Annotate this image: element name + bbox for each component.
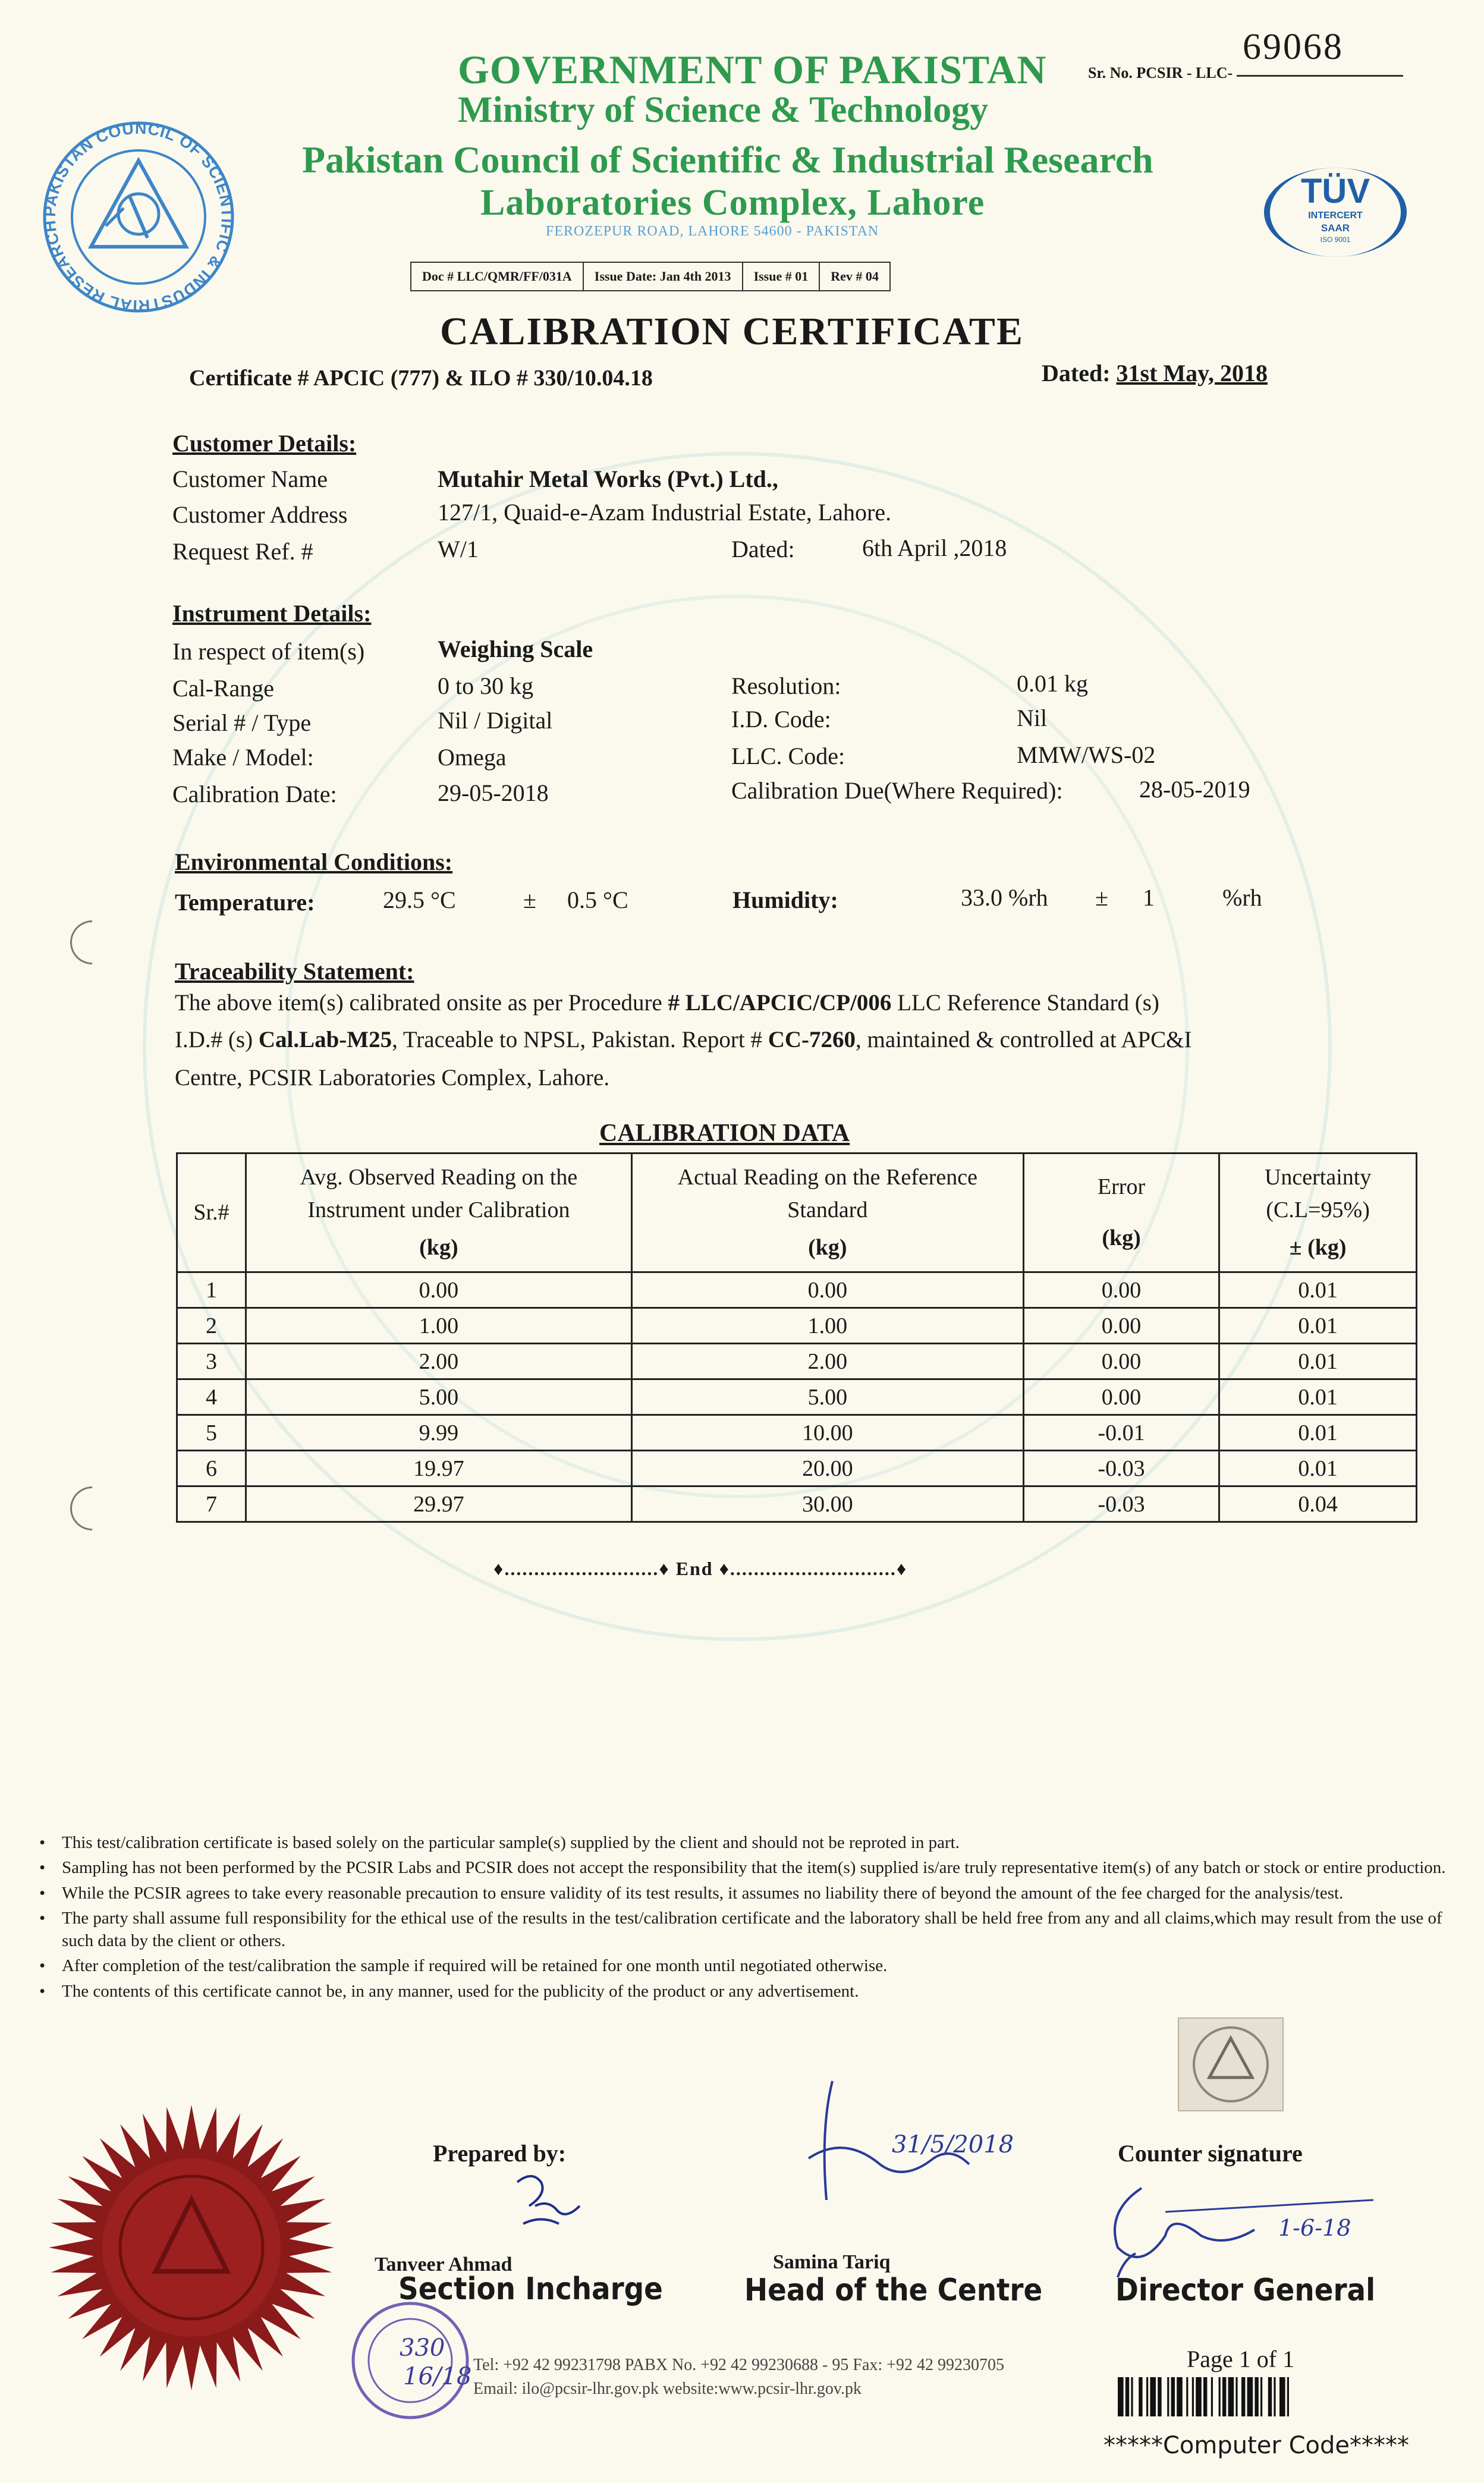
calibration-date-value: 29-05-2018 [438,780,549,806]
request-ref-label: Request Ref. # [172,538,313,565]
barcode-bars [1118,2377,1289,2416]
table-header-row [177,1154,1417,1272]
punch-hole-bottom [61,1478,124,1540]
doc-number: Doc # LLC/QMR/FF/031A [411,263,584,290]
counter-signature-label: Counter signature [1118,2140,1303,2167]
tuv-logo [1264,168,1407,257]
cell-uncertainty: 0.01 [1219,1272,1417,1308]
barcode-bar [1131,2377,1133,2416]
cell-actual: 1.00 [631,1308,1023,1344]
serial-number-label: Sr. No. PCSIR - LLC- [1088,64,1233,81]
cal-range-label: Cal-Range [172,675,275,702]
note-item: • This test/calibration certificate is based solely on the particular sample(s) supplied by the client and should not be reproted in part. [39,1831,1454,1854]
customer-address-label: Customer Address [172,501,348,528]
cell-actual: 10.00 [631,1415,1023,1451]
procedure-number: # LLC/APCIC/CP/006 [668,990,892,1016]
traceability-line-3: Centre, PCSIR Laboratories Complex, Lahore. [175,1065,610,1090]
header-actual-line-2: Standard [787,1197,868,1222]
barcode-bar [1219,2377,1221,2416]
calibration-due-value: 28-05-2019 [1139,776,1250,803]
barcode-bar [1139,2377,1142,2416]
cell-sr: 7 [177,1486,246,1522]
header-sr-text: Sr.# [193,1199,229,1225]
certificate-date [1042,359,1268,387]
barcode-bar [1203,2377,1207,2416]
traceability-text-2e: , maintained & controlled at APC&I [856,1027,1192,1052]
traceability-line-2 [175,1026,1191,1053]
cell-observed: 19.97 [246,1451,631,1486]
request-ref: W/1 [438,536,479,562]
header-observed-line-2: Instrument under Calibration [307,1197,570,1222]
calibration-data-table [176,1152,1417,1523]
table-row [177,1308,1417,1344]
header-observed-unit: (kg) [419,1235,458,1261]
cell-error: 0.00 [1023,1344,1219,1379]
certificate-date-value: 31st May, 2018 [1116,360,1268,386]
barcode-bar [1171,2377,1175,2416]
cell-sr: 4 [177,1379,246,1415]
pcsir-seal-logo [34,119,243,315]
barcode-bar [1274,2377,1275,2416]
traceability-text-1a: The above item(s) calibrated onsite as per Procedure [175,990,668,1016]
temperature-value: 29.5 °C [383,887,456,913]
request-dated-label: Dated: [731,536,795,562]
barcode-bar [1118,2377,1124,2416]
seal-ring-text: PAKISTAN COUNCIL OF SCIENTIFIC & INDUSTRIAL RESEARCH [40,119,237,315]
cell-uncertainty: 0.01 [1219,1308,1417,1344]
table-row [177,1486,1417,1522]
cell-sr: 5 [177,1415,246,1451]
certificate-date-label: Dated: [1042,360,1111,386]
id-code-label: I.D. Code: [731,706,831,733]
cell-error: -0.03 [1023,1451,1219,1486]
cell-error: -0.01 [1023,1415,1219,1451]
id-code-value: Nil [1017,705,1048,731]
barcode-bar [1255,2377,1258,2416]
cell-uncertainty: 0.01 [1219,1451,1417,1486]
head-of-centre-title: Head of the Centre [744,2273,1043,2308]
government-heading: GOVERNMENT OF PAKISTAN [458,47,1047,92]
temperature-label: Temperature: [175,889,315,916]
instrument-details-heading: Instrument Details: [172,600,372,627]
cell-observed: 5.00 [246,1379,631,1415]
prepared-by-signature [505,2164,589,2236]
traceability-text-1c: LLC Reference Standard (s) [891,990,1159,1016]
cell-error: -0.03 [1023,1486,1219,1522]
barcode-bar [1167,2377,1169,2416]
llc-code-value: MMW/WS-02 [1017,741,1156,768]
cell-observed: 1.00 [246,1308,631,1344]
header-uncertainty [1219,1154,1417,1272]
cell-actual: 5.00 [631,1379,1023,1415]
note-item: • After completion of the test/calibration the sample if required will be retained for one month until negotiated otherwise. [39,1954,1454,1977]
environmental-heading: Environmental Conditions: [175,848,453,875]
prepared-by-label: Prepared by: [433,2140,567,2167]
cell-observed: 0.00 [246,1272,631,1308]
traceability-line-1 [175,989,1159,1016]
report-number: CC-7260 [768,1027,856,1052]
make-model-label: Make / Model: [172,744,314,771]
receipt-stamp-date: 16/18 [403,2363,472,2390]
computer-code: *****Computer Code***** [1103,2432,1409,2459]
tuv-iso-text: ISO 9001 [1320,235,1351,244]
table-row [177,1344,1417,1379]
barcode-bar [1260,2377,1262,2416]
cell-actual: 0.00 [631,1272,1023,1308]
barcode-bar [1228,2377,1234,2416]
item-label: In respect of item(s) [172,638,365,665]
table-row [177,1272,1417,1308]
director-signature-date: 1-6-18 [1278,2215,1351,2241]
temperature-plus-minus: ± [523,887,536,913]
barcode-bar [1279,2377,1285,2416]
issue-date: Issue Date: Jan 4th 2013 [584,263,743,290]
barcode [1118,2377,1379,2416]
cell-sr: 6 [177,1451,246,1486]
header-error-unit: (kg) [1102,1225,1141,1250]
director-general-title: Director General [1115,2273,1376,2308]
cell-actual: 30.00 [631,1486,1023,1522]
traceability-text-2c: , Traceable to NPSL, Pakistan. Report # [392,1027,768,1052]
end-marker: ♦..........................♦ End ♦............................♦ [493,1558,908,1579]
cell-observed: 9.99 [246,1415,631,1451]
header-unc-line-1: Uncertainty [1264,1164,1372,1190]
head-signature-date: 31/5/2018 [892,2131,1014,2158]
item-value: Weighing Scale [438,636,593,662]
note-item: • While the PCSIR agrees to take every reasonable precaution to ensure validity of its test results, it assumes no liability there of beyond the amount of the fee charged for the analysis/test. [39,1882,1454,1904]
traceability-text-2a: I.D.# (s) [175,1027,259,1052]
barcode-bar [1247,2377,1253,2416]
customer-address: 127/1, Quaid-e-Azam Industrial Estate, Lahore. [438,499,892,526]
resolution-value: 0.01 kg [1017,670,1088,697]
serial-type-label: Serial # / Type [172,709,312,736]
table-row [177,1379,1417,1415]
llc-code-label: LLC. Code: [731,743,845,769]
embossed-stamp [1176,2016,1285,2113]
cell-uncertainty: 0.01 [1219,1344,1417,1379]
customer-name-label: Customer Name [172,466,328,492]
cell-sr: 2 [177,1308,246,1344]
cell-error: 0.00 [1023,1308,1219,1344]
tuv-saar-text: SAAR [1320,222,1350,234]
table-row [177,1451,1417,1486]
laboratories-heading: Laboratories Complex, Lahore [480,183,985,223]
humidity-unit: %rh [1222,884,1262,911]
note-item: • The party shall assume full responsibility for the ethical use of the results in the test/calibration certificate and the laboratory shall be held free from any and all claims,which may result from the use of such data by the client or others. [39,1907,1454,1953]
barcode-bar [1125,2377,1129,2416]
request-dated: 6th April ,2018 [862,535,1007,561]
cal-range-value: 0 to 30 kg [438,672,534,699]
cell-error: 0.00 [1023,1272,1219,1308]
prepared-by-name: Tanveer Ahmad [375,2253,513,2275]
serial-number: 69068 [1243,27,1344,67]
cell-observed: 29.97 [246,1486,631,1522]
footer-contact: Tel: +92 42 99231798 PABX No. +92 42 99230688 - 95 Fax: +92 42 99230705 [473,2356,1004,2374]
cell-uncertainty: 0.01 [1219,1379,1417,1415]
note-item: • The contents of this certificate cannot be, in any manner, used for the publicity of the product or any advertisement. [39,1980,1454,2003]
humidity-plus-minus: ± [1095,884,1108,911]
red-wax-seal [43,2099,340,2396]
header-sr [177,1154,246,1272]
cell-observed: 2.00 [246,1344,631,1379]
serial-type-value: Nil / Digital [438,707,553,734]
barcode-bar [1150,2377,1156,2416]
footer-email-website: Email: ilo@pcsir-lhr.gov.pk website:www.pcsir-lhr.gov.pk [473,2380,862,2398]
issue-number: Issue # 01 [743,263,820,290]
header-observed-line-1: Avg. Observed Reading on the [300,1164,578,1190]
cell-uncertainty: 0.04 [1219,1486,1417,1522]
header-observed [246,1154,631,1272]
barcode-bar [1186,2377,1188,2416]
note-item: • Sampling has not been performed by the PCSIR Labs and PCSIR does not accept the responsibility that the item(s) supplied is/are truly representative item(s) of any batch or stock or entire production. [39,1856,1454,1879]
certificate-title: CALIBRATION CERTIFICATE [440,310,1024,353]
cell-error: 0.00 [1023,1379,1219,1415]
calibration-data-title: CALIBRATION DATA [599,1120,850,1147]
barcode-bar [1287,2377,1289,2416]
barcode-bar [1177,2377,1183,2416]
humidity-label: Humidity: [732,887,838,913]
cell-sr: 3 [177,1344,246,1379]
humidity-uncertainty: 1 [1143,884,1155,911]
table-row [177,1415,1417,1451]
revision-number: Rev # 04 [831,269,879,284]
barcode-bar [1241,2377,1245,2416]
cell-uncertainty: 0.01 [1219,1415,1417,1451]
tuv-logo-text: TÜV [1301,172,1370,210]
barcode-bar [1196,2377,1202,2416]
temperature-uncertainty: 0.5 °C [567,887,628,913]
header-actual-unit: (kg) [808,1235,847,1261]
calibration-due-label: Calibration Due(Where Required): [731,777,1063,804]
receipt-stamp [333,2295,488,2426]
barcode-bar [1211,2377,1213,2416]
punch-hole-top [61,912,124,974]
header-unc-unit: ± (kg) [1289,1235,1347,1261]
page-number: Page 1 of 1 [1187,2346,1295,2372]
reference-standard-id: Cal.Lab-M25 [258,1027,392,1052]
barcode-bar [1146,2377,1148,2416]
tuv-intercert-text: INTERCERT [1308,210,1363,221]
barcode-bar [1192,2377,1194,2416]
humidity-value: 33.0 %rh [961,884,1048,911]
prepared-by-title: Section Incharge [398,2271,663,2307]
address-line: FEROZEPUR ROAD, LAHORE 54600 - PAKISTAN [546,224,879,239]
ministry-heading: Ministry of Science & Technology [458,90,989,130]
cell-sr: 1 [177,1272,246,1308]
document-control-bar [410,262,891,291]
cell-actual: 20.00 [631,1451,1023,1486]
cell-actual: 2.00 [631,1344,1023,1379]
header-error [1023,1154,1219,1272]
calibration-date-label: Calibration Date: [172,781,337,807]
header-error-text: Error [1097,1174,1146,1200]
barcode-bar [1222,2377,1226,2416]
barcode-bar [1158,2377,1161,2416]
head-of-centre-signature [797,2069,1046,2224]
customer-name: Mutahir Metal Works (Pvt.) Ltd., [438,466,778,492]
receipt-stamp-number: 330 [400,2334,445,2362]
serial-underline [1237,75,1403,77]
barcode-bar [1235,2377,1237,2416]
customer-details-heading: Customer Details: [172,430,357,457]
traceability-heading: Traceability Statement: [175,958,414,985]
council-heading: Pakistan Council of Scientific & Industrial Research [302,139,1153,181]
header-actual [631,1154,1023,1272]
make-model-value: Omega [438,744,507,771]
certificate-number: Certificate # APCIC (777) & ILO # 330/10.04.18 [189,366,653,391]
barcode-bar [1268,2377,1272,2416]
header-actual-line-1: Actual Reading on the Reference [677,1164,977,1190]
resolution-label: Resolution: [731,672,841,699]
disclaimer-notes [39,1831,1454,2005]
header-unc-line-2: (C.L=95%) [1266,1197,1370,1222]
head-of-centre-name: Samina Tariq [773,2251,891,2273]
